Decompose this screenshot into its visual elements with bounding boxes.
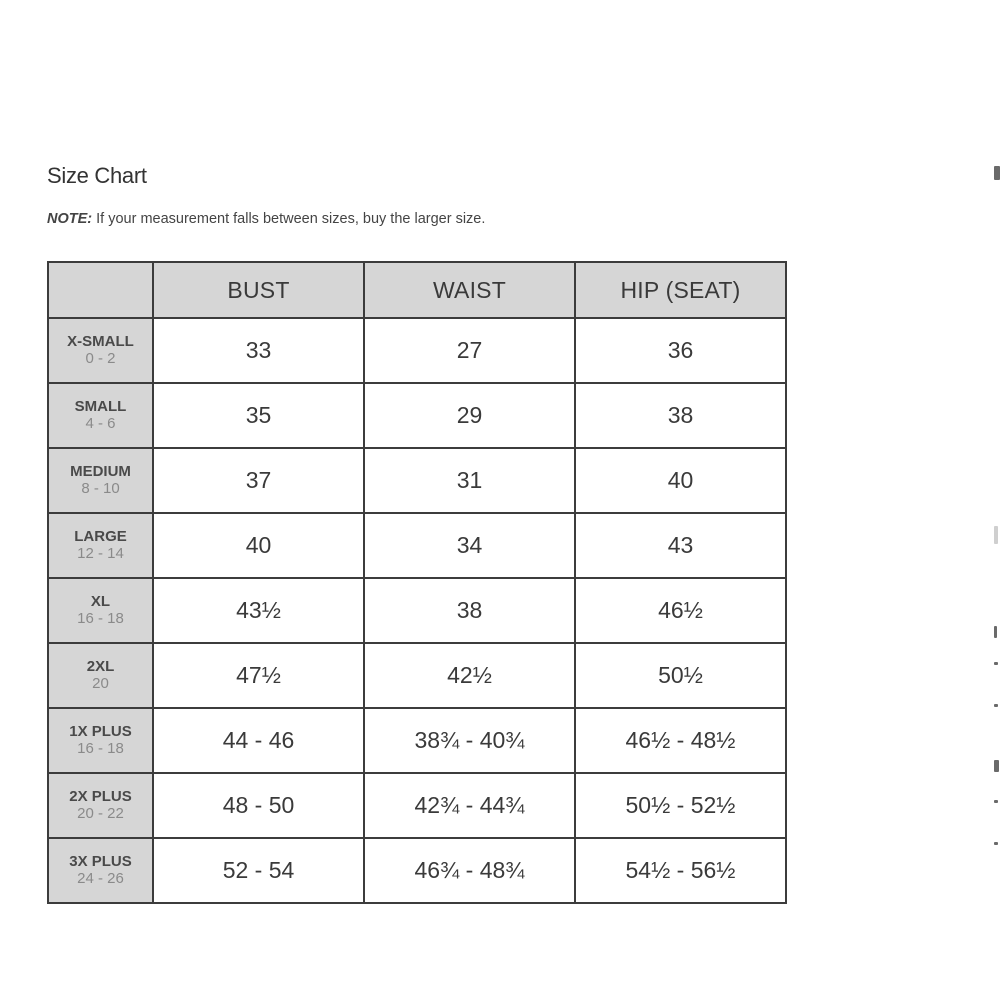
size-label-cell	[48, 318, 153, 383]
table-row	[48, 773, 786, 838]
table-row	[48, 448, 786, 513]
table-row	[48, 513, 786, 578]
size-numeric: 4 - 6	[85, 414, 116, 432]
header-waist: WAIST	[364, 262, 575, 318]
size-name: 2X PLUS	[69, 788, 132, 806]
waist-value: 31	[364, 448, 575, 513]
size-label-cell	[48, 708, 153, 773]
bust-value: 47½	[153, 643, 364, 708]
size-name: SMALL	[74, 398, 127, 416]
size-name: LARGE	[74, 528, 127, 546]
size-numeric: 8 - 10	[81, 479, 120, 497]
size-label-cell	[48, 513, 153, 578]
size-numeric: 16 - 18	[77, 739, 124, 757]
size-table	[47, 261, 787, 904]
bust-value: 52 - 54	[153, 838, 364, 903]
table-row	[48, 578, 786, 643]
bust-value: 44 - 46	[153, 708, 364, 773]
bust-value: 48 - 50	[153, 773, 364, 838]
size-label-cell	[48, 643, 153, 708]
size-numeric: 12 - 14	[77, 544, 124, 562]
hip-value: 38	[575, 383, 786, 448]
waist-value: 27	[364, 318, 575, 383]
hip-value: 40	[575, 448, 786, 513]
table-header-row	[48, 262, 786, 318]
waist-value: 46¾ - 48¾	[364, 838, 575, 903]
size-numeric: 20 - 22	[77, 804, 124, 822]
size-name: MEDIUM	[70, 463, 131, 481]
waist-value: 42¾ - 44¾	[364, 773, 575, 838]
bust-value: 37	[153, 448, 364, 513]
page-title: Size Chart	[47, 163, 147, 188]
size-label-cell	[48, 448, 153, 513]
size-numeric: 0 - 2	[85, 349, 116, 367]
table-row	[48, 643, 786, 708]
size-label-cell	[48, 578, 153, 643]
size-label-cell	[48, 383, 153, 448]
size-name: 2XL	[86, 658, 115, 676]
cropped-right-content	[994, 160, 1000, 860]
header-hip: HIP (SEAT)	[575, 262, 786, 318]
bust-value: 40	[153, 513, 364, 578]
table-row	[48, 708, 786, 773]
table-row	[48, 838, 786, 903]
waist-value: 34	[364, 513, 575, 578]
note-text: If your measurement falls between sizes, buy the larger size.	[96, 211, 486, 227]
corner-header	[48, 262, 153, 318]
bust-value: 33	[153, 318, 364, 383]
hip-value: 46½ - 48½	[575, 708, 786, 773]
bust-value: 35	[153, 383, 364, 448]
size-name: X-SMALL	[67, 333, 134, 351]
header-bust: BUST	[153, 262, 364, 318]
size-numeric: 16 - 18	[77, 609, 124, 627]
table-body	[48, 318, 786, 903]
waist-value: 38	[364, 578, 575, 643]
waist-value: 29	[364, 383, 575, 448]
hip-value: 43	[575, 513, 786, 578]
size-name: 3X PLUS	[69, 853, 132, 871]
hip-value: 50½	[575, 643, 786, 708]
table-row	[48, 383, 786, 448]
hip-value: 50½ - 52½	[575, 773, 786, 838]
note-label: NOTE:	[47, 211, 93, 227]
size-label-cell	[48, 838, 153, 903]
size-name: XL	[90, 593, 111, 611]
waist-value: 38¾ - 40¾	[364, 708, 575, 773]
hip-value: 54½ - 56½	[575, 838, 786, 903]
size-name: 1X PLUS	[69, 723, 132, 741]
table-row	[48, 318, 786, 383]
hip-value: 36	[575, 318, 786, 383]
hip-value: 46½	[575, 578, 786, 643]
bust-value: 43½	[153, 578, 364, 643]
size-numeric: 24 - 26	[77, 869, 124, 887]
size-note	[47, 211, 485, 227]
waist-value: 42½	[364, 643, 575, 708]
size-numeric: 20	[92, 674, 109, 692]
size-label-cell	[48, 773, 153, 838]
